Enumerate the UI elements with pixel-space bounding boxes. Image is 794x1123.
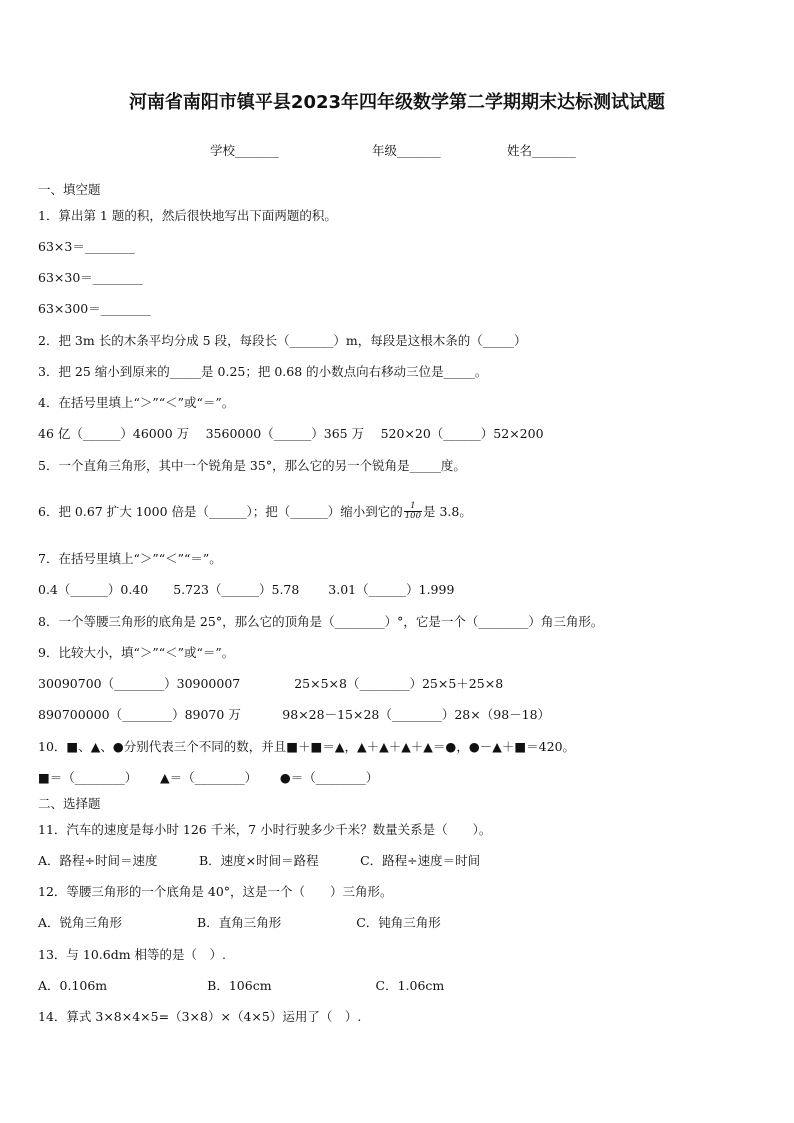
fraction-denominator: 100 [404,511,421,521]
page-title: 河南省南阳市镇平县2023年四年级数学第二学期期末达标测试试题 [128,92,666,113]
fraction-numerator: 1 [404,502,422,512]
question-1-b: 63×30＝________ [38,270,143,285]
question-9-row-1: 30090700（________）30900007 25×5×8（________）25×5＋25×8 [38,676,504,691]
question-13: 13．与 10.6dm 相等的是（ ）. [38,947,227,962]
question-6-text: 6．把 0.67 扩大 1000 倍是（______）；把（______）缩小到它的 [38,504,403,519]
question-2: 2．把 3m 长的木条平均分成 5 段，每段长（_______）m，每段是这根木条的（_____） [38,333,527,348]
question-7-items: 0.4（______）0.40 5.723（______）5.78 3.01（______）1.999 [38,582,455,597]
question-10: 10．■、▲、●分别代表三个不同的数，并且■＋■＝▲，▲＋▲＋▲＋▲＝●，●－▲＋■＝420。 [38,739,576,754]
question-10-answers: ■＝（________） ▲＝（________） ●＝（________） [38,770,379,785]
section-heading-choice: 二、选择题 [38,796,101,811]
name-field: 姓名_______ [507,143,576,158]
fraction-one-hundredth [404,502,422,521]
question-3: 3．把 25 缩小到原来的_____是 0.25；把 0.68 的小数点向右移动三位是_____。 [38,364,488,379]
question-12: 12．等腰三角形的一个底角是 40°，这是一个（ ）三角形。 [38,884,393,899]
question-13-options: A．0.106m B．106cm C．1.06cm [38,978,445,993]
school-field: 学校_______ [210,143,279,158]
question-8: 8．一个等腰三角形的底角是 25°，那么它的顶角是（________）°，它是一个（________）角三角形。 [38,614,604,629]
section-heading-fill-blank: 一、填空题 [38,182,101,197]
question-11: 11．汽车的速度是每小时 126 千米，7 小时行驶多少千米？数量关系是（ ）。 [38,822,492,837]
grade-field: 年级_______ [372,143,441,158]
question-1-c: 63×300＝________ [38,301,151,316]
question-14: 14．算式 3×8×4×5=（3×8）×（4×5）运用了（ ）. [38,1009,362,1024]
question-9: 9．比较大小，填“＞”“＜”或“＝”。 [38,645,235,660]
question-1-a: 63×3＝________ [38,239,135,254]
question-12-options: A．锐角三角形 B．直角三角形 C．钝角三角形 [38,915,441,930]
question-1: 1．算出第 1 题的积，然后很快地写出下面两题的积。 [38,208,337,223]
question-9-row-2: 890700000（________）89070 万 98×28－15×28（________）28×（98－18） [38,707,551,722]
question-4: 4．在括号里填上“＞”“＜”或“＝”。 [38,395,235,410]
question-6-tail: 是 3.8。 [422,504,472,519]
question-5: 5．一个直角三角形，其中一个锐角是 35°，那么它的另一个锐角是_____度。 [38,458,466,473]
question-11-options: A．路程÷时间＝速度 B．速度×时间＝路程 C．路程÷速度＝时间 [38,853,481,868]
question-4-items: 46 亿（______）46000 万 3560000（______）365 万 520×20（______）52×200 [38,426,544,441]
question-7: 7．在括号里填上“＞”“＜”“＝”。 [38,551,222,566]
question-6 [38,503,472,522]
